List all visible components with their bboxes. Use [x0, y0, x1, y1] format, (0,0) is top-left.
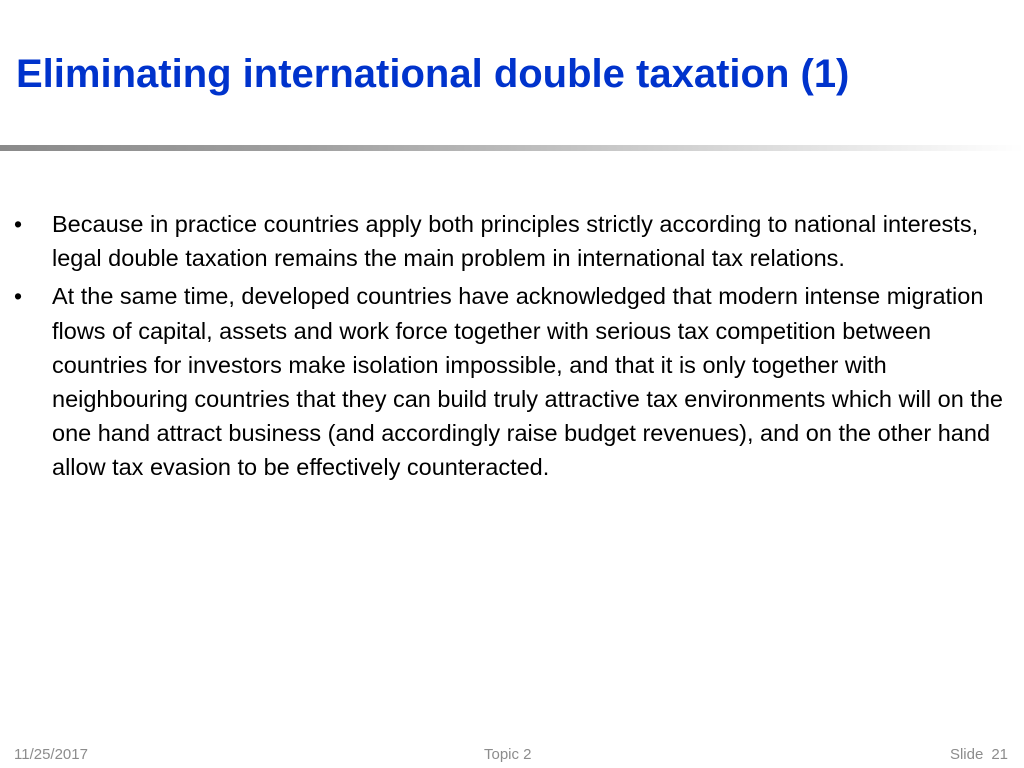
footer-slide-number [950, 746, 1008, 763]
bullet-marker: • [14, 283, 23, 310]
bullet-text: At the same time, developed countries have acknowledged that modern intense migration flows of capital, assets and work force together with serious tax competition between countries for investors make isolation impossible, and that it is only together with neighbouring countries that they can build truly attractive tax environments which will on the one hand attract business (and accordingly raise budget revenues), and on the other hand allow tax evasion to be effectively counteracted. [52, 283, 1003, 481]
slide-title: Eliminating international double taxation (1) [16, 52, 850, 96]
bullet-text: Because in practice countries apply both principles strictly according to national interests, legal double taxation remains the main problem in international tax relations. [52, 211, 979, 272]
slide-number: 21 [991, 746, 1008, 763]
footer-date: 11/25/2017 [14, 746, 88, 763]
bullet-item [14, 207, 1009, 275]
bullet-item [14, 279, 1009, 484]
bullet-list [14, 207, 1009, 489]
footer-topic: Topic 2 [484, 746, 532, 763]
bullet-marker: • [14, 211, 23, 237]
slide-label: Slide [949, 746, 984, 763]
title-divider [0, 145, 1024, 151]
